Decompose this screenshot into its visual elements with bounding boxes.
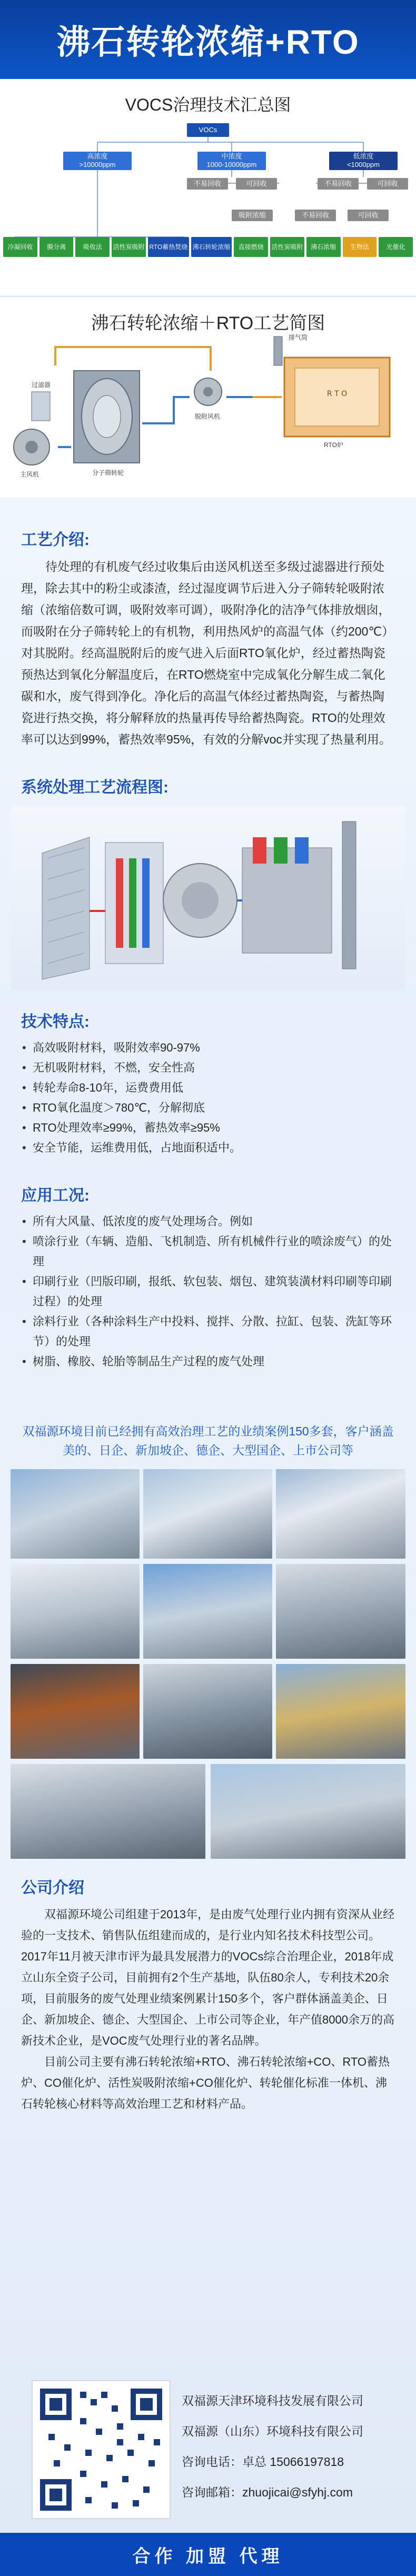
list-item: • 高效吸附材料，吸附效率90-97% xyxy=(21,1038,395,1058)
list-item: • 涂料行业（各种涂料生产中投料、搅拌、分散、拉缸、包装、洗缸等环节）的处理 xyxy=(21,1312,395,1352)
process-label-rto: RTO炉 xyxy=(324,441,343,449)
case-photo xyxy=(276,1469,405,1559)
tree-mid-node: 不易回收 xyxy=(318,178,359,190)
tree-node-mid-sub: 1000-10000ppm xyxy=(206,161,257,169)
company-heading: 公司介绍 xyxy=(21,1879,84,1897)
cases-section xyxy=(21,1422,395,1460)
tree-leaf: 沸石浓缩 xyxy=(306,237,341,257)
list-item: • 印刷行业（凹版印刷，报纸、软包装、烟包、建筑装潢材料印刷等印刷过程）的处理 xyxy=(21,1272,395,1312)
tree-mid-node: 吸附浓缩 xyxy=(232,210,273,221)
tree-leaf: 活性炭吸附 xyxy=(270,237,304,257)
intro-section xyxy=(21,527,395,750)
vocs-tech-tree-card xyxy=(0,79,416,295)
footer-bar xyxy=(0,2533,416,2576)
list-item: • 无机吸附材料，不燃，安全性高 xyxy=(21,1058,395,1078)
tree-leaf: 生物法 xyxy=(343,237,377,257)
applications-list xyxy=(21,1212,395,1372)
tree-node-mid-label: 中浓度 xyxy=(221,152,242,160)
tree-leaves xyxy=(3,237,413,257)
case-photo xyxy=(11,1564,140,1659)
process-label-stack: 排气筒 xyxy=(289,334,308,341)
case-photo xyxy=(276,1564,405,1659)
flow-illustration xyxy=(11,806,405,990)
tree-leaf: 吸收法 xyxy=(75,237,110,257)
tree-mid-node: 可回收 xyxy=(348,210,389,221)
case-photo xyxy=(276,1664,405,1759)
tree-node-low-label: 低浓度 xyxy=(353,152,374,160)
tree-diagram xyxy=(0,116,416,290)
qr-code-graphic xyxy=(33,2381,170,2518)
tree-leaf: 光催化 xyxy=(379,237,413,257)
list-item: • 转轮寿命8-10年，运费费用低 xyxy=(21,1078,395,1098)
tree-node-high xyxy=(63,152,132,170)
case-photo xyxy=(211,1764,405,1859)
tree-leaf: 活性炭吸附 xyxy=(112,237,146,257)
tree-leaf: 膜分离 xyxy=(39,237,74,257)
case-photo xyxy=(11,1664,140,1759)
tree-mid-node: 可回收 xyxy=(367,178,408,190)
list-item: • 安全节能，运维费用低，占地面积适中。 xyxy=(21,1138,395,1158)
features-section xyxy=(21,1008,395,1158)
intro-text: 待处理的有机废气经过收集后由送风机送至多级过滤器进行预处理，除去其中的粉尘或漆渣，经过湿度调节后进入分子筛转轮吸附浓缩（浓缩倍数可调，吸附效率可调），吸附净化的洁净气体排放烟囱，而吸附在分子筛转轮上的有机物，利用热风炉的高温气体（约200℃）对其脱附。经高温脱附后的废气进入后面RTO氧化炉，经过蓄热陶瓷预热达到氧化分解温度后，在RTO燃烧室中完成氧化分解生成二氧化碳和水，废气得到净化。净化后的高温气体经过蓄热陶瓷，与蓄热陶瓷进行热交换，将分解释放的热量再传导给蓄热陶瓷。RTO的处理效率可以达到99%，蓄热效率95%，有效的分解voc并实现了热量利用。 xyxy=(21,560,394,746)
process-label-main-fan: 主风机 xyxy=(20,471,39,478)
case-photo xyxy=(143,1564,272,1659)
svg-text:R T O: R T O xyxy=(326,390,348,398)
process-label-filter: 过滤器 xyxy=(32,381,51,389)
tree-mid-node: 可回收 xyxy=(236,178,277,190)
tree-title: VOCS治理技术汇总图 xyxy=(125,95,291,114)
process-title: 沸石转轮浓缩＋RTO工艺简图 xyxy=(91,313,325,333)
tree-leaf: 沸石转轮浓缩 xyxy=(191,237,232,257)
tree-node-mid xyxy=(197,152,266,170)
applications-heading: 应用工况: xyxy=(21,1187,90,1204)
case-photo-grid xyxy=(11,1469,405,1859)
tree-leaf: 冷凝回收 xyxy=(3,237,37,257)
contact-email: 咨询邮箱：zhuojicai@sfyhj.com xyxy=(182,2485,353,2499)
features-heading: 技术特点: xyxy=(21,1013,90,1031)
flow-heading: 系统处理工艺流程图: xyxy=(21,779,169,796)
company-paragraph-2: 目前公司主要有沸石转轮浓缩+RTO、沸石转轮浓缩+CO、RTO蓄热炉、CO催化炉、活性炭吸附浓缩+CO催化炉、转轮催化标准一体机、沸石转轮核心材料等高效治理工艺和材料产品。 xyxy=(21,2055,390,2111)
flow-illustration-graphic xyxy=(11,806,405,990)
tree-node-high-sub: >10000ppm xyxy=(79,161,116,169)
qr-code xyxy=(32,2380,171,2519)
tree-leaf: RTO蓄热焚烧 xyxy=(148,237,189,257)
features-list xyxy=(21,1038,395,1158)
contact-company-2: 双福源（山东）环境科技有限公司 xyxy=(182,2424,363,2438)
case-photo xyxy=(11,1764,205,1859)
case-photo xyxy=(11,1469,140,1559)
intro-heading: 工艺介绍: xyxy=(21,531,90,549)
cases-text: 双福源环境目前已经拥有高效治理工艺的业绩案例150多套，客户涵盖美的、日企、新加坡企、德企、大型国企、上市公司等 xyxy=(22,1424,394,1457)
list-item: • 树脂、橡胶、轮胎等制品生产过程的废气处理 xyxy=(21,1352,395,1372)
tree-mid-node: 不易回收 xyxy=(187,178,228,190)
process-label-desorb-fan: 脱附风机 xyxy=(195,413,221,420)
footer-label: 合作 加盟 代理 xyxy=(132,2546,284,2567)
case-photo xyxy=(143,1664,272,1759)
contact-phone: 咨询电话：卓总 15066197818 xyxy=(182,2455,344,2469)
tree-node-low xyxy=(329,152,398,170)
company-paragraph-1: 双福源环境公司组建于2013年，是由废气处理行业内拥有资深从业经验的一支技术、销售队伍组建而成的，是行业内知名技术科技型公司。2017年11月被天津市评为最具发展潜力的VOCs综合治理企业，2018年成立山东全资子公司，目前拥有2个生产基地，队伍80余人，专利技术20余项，目前服务的废气处理业绩案例累计150多个，客户群体涵盖美企、日企、新加坡企、德企、大型国企、上市公司等企业，年产值8000余万的高新技术企业，是VOC废气处理行业的著名品牌。 xyxy=(21,1908,394,2047)
tree-mid-node: 不易回收 xyxy=(295,210,336,221)
list-item: • 喷涂行业（车辆、造船、飞机制造、所有机械件行业的喷涂废气）的处理 xyxy=(21,1232,395,1272)
applications-section xyxy=(21,1182,395,1372)
list-item: • RTO氧化温度＞780℃，分解彻底 xyxy=(21,1098,395,1118)
company-section xyxy=(21,1875,395,2115)
tree-leaf: 直接燃烧 xyxy=(234,237,268,257)
list-item: • RTO处理效率≥99%，蓄热效率≥95% xyxy=(21,1118,395,1138)
list-item: • 所有大风量、低浓度的废气处理场合。例如 xyxy=(21,1212,395,1232)
contact-info xyxy=(182,2385,403,2508)
tree-node-low-sub: <1000ppm xyxy=(347,161,380,169)
contact-company-1: 双福源天津环境科技发展有限公司 xyxy=(182,2394,363,2407)
page-title: 沸石转轮浓缩+RTO xyxy=(56,23,360,61)
header-banner xyxy=(0,0,416,79)
case-photo xyxy=(143,1469,272,1559)
tree-node-high-label: 高浓度 xyxy=(87,152,108,160)
process-label-rotor: 分子筛转轮 xyxy=(92,469,124,477)
flow-section xyxy=(21,774,395,804)
tree-root: VOCs xyxy=(187,123,229,137)
process-schematic-card xyxy=(0,296,416,497)
